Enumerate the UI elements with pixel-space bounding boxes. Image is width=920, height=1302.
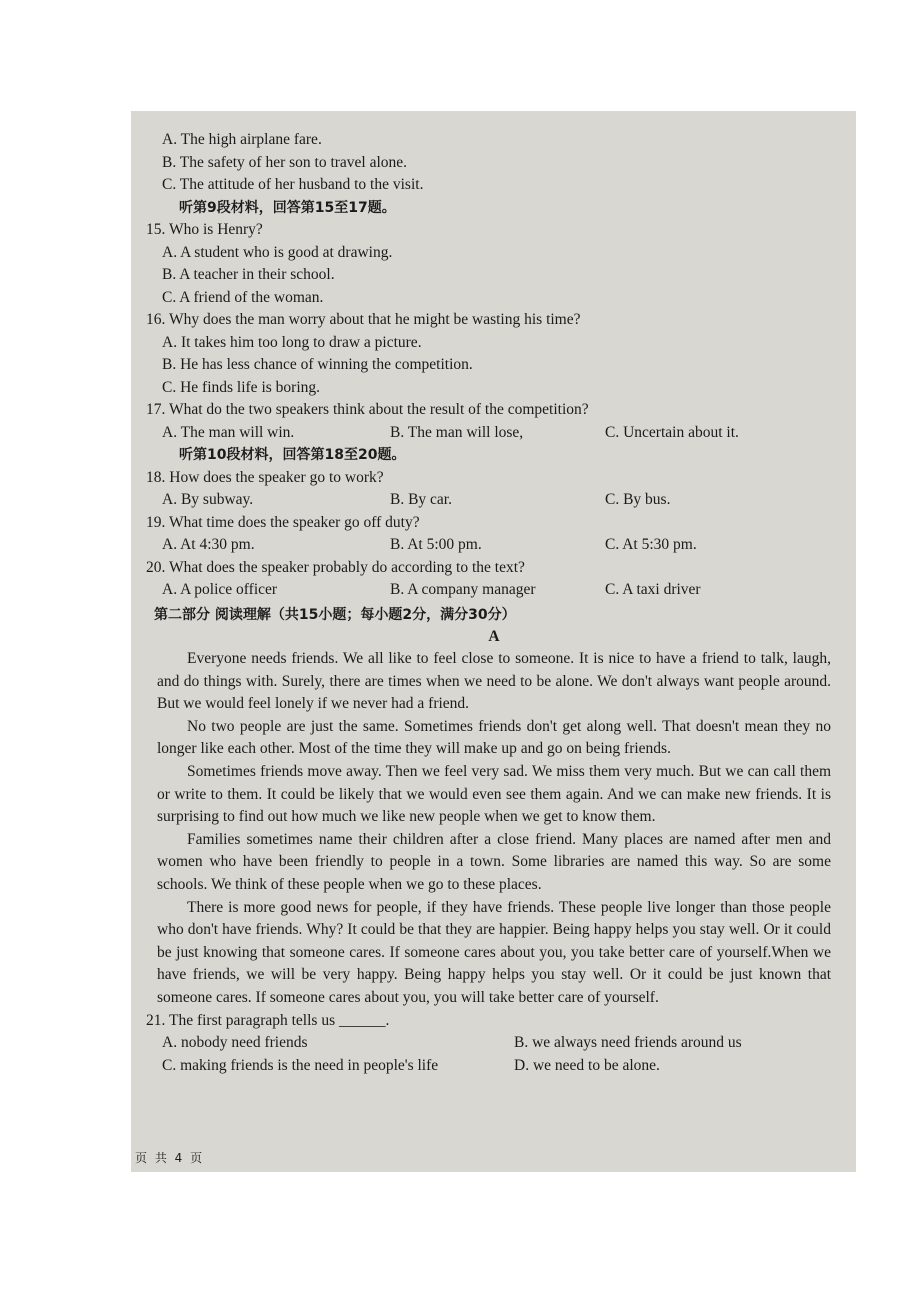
instruction-section-9: 听第9段材料，回答第15至17题。 xyxy=(179,199,396,216)
passage-paragraph-1: Everyone needs friends. We all like to feel close to someone. It is nice to have a friend to talk, laugh, and do things with. Surely, there are times when we need to be alone. We don't always want people around. But we would feel lonely if we never had a friend. xyxy=(157,650,831,713)
q21-option-d: D. we need to be alone. xyxy=(514,1056,660,1074)
question-17-stem: 17. What do the two speakers think about the result of the competition? xyxy=(146,401,589,418)
page-content xyxy=(146,129,831,1077)
q14-option-b: B. The safety of her son to travel alone. xyxy=(162,153,408,171)
q18-option-b: B. By car. xyxy=(390,491,452,508)
q16-option-a: A. It takes him too long to draw a picture. xyxy=(162,333,422,351)
q21-options-row-2 xyxy=(157,1055,831,1078)
q19-option-c: C. At 5:30 pm. xyxy=(605,536,697,553)
part-two-heading: 第二部分 阅读理解（共15小题；每小题2分，满分30分） xyxy=(154,606,516,623)
question-18-stem: 18. How does the speaker go to work? xyxy=(146,468,384,486)
q18-options-row xyxy=(157,489,831,512)
q17-option-b: B. The man will lose, xyxy=(390,423,524,441)
q17-options-row xyxy=(157,422,831,445)
q16-option-b: B. He has less chance of winning the competition. xyxy=(162,356,473,373)
passage-paragraph-2: No two people are just the same. Sometimes friends don't get along well. That doesn't mean they no longer like each other. Most of the time they will make up and go on being friends. xyxy=(157,717,831,758)
q20-option-a: A. A police officer xyxy=(162,581,278,598)
q21-options-row-1 xyxy=(157,1032,831,1055)
q17-option-a: A. The man will win. xyxy=(162,423,295,441)
passage-paragraph-4: Families sometimes name their children after a close friend. Many places are named after men and women who have been friendly to people in a town. Some libraries are named this way. So are some schools. We think of these people when we go to these places. xyxy=(157,830,831,893)
page-footer: 页 共 4 页 xyxy=(135,1151,205,1165)
q14-option-a: A. The high airplane fare. xyxy=(162,131,322,148)
q15-option-c: C. A friend of the woman. xyxy=(162,288,324,306)
q20-option-b: B. A company manager xyxy=(390,581,536,598)
passage-label: A xyxy=(488,628,500,645)
q18-option-c: C. By bus. xyxy=(605,491,671,508)
passage-paragraph-3: Sometimes friends move away. Then we feel very sad. We miss them very much. But we can call them or write to them. It could be likely that we would even see them again. And we can make new friends. It is surprising to find out how much we like new people when we get to know them. xyxy=(157,762,831,826)
q15-option-a: A. A student who is good at drawing. xyxy=(162,243,393,261)
q19-option-b: B. At 5:00 pm. xyxy=(390,536,482,553)
q16-option-c: C. He finds life is boring. xyxy=(162,378,320,396)
q21-option-b: B. we always need friends around us xyxy=(514,1034,742,1051)
q21-option-a: A. nobody need friends xyxy=(162,1034,308,1051)
q17-option-c: C. Uncertain about it. xyxy=(605,423,739,441)
question-15-stem: 15. Who is Henry? xyxy=(146,221,263,238)
question-19-stem: 19. What time does the speaker go off duty? xyxy=(146,513,420,531)
q15-option-b: B. A teacher in their school. xyxy=(162,266,335,283)
instruction-section-10: 听第10段材料，回答第18至20题。 xyxy=(179,447,406,463)
q14-option-c: C. The attitude of her husband to the visit. xyxy=(162,176,424,193)
q19-options-row xyxy=(157,534,831,557)
q18-option-a: A. By subway. xyxy=(162,491,254,508)
question-20-stem: 20. What does the speaker probably do according to the text? xyxy=(146,558,525,576)
question-21-stem: 21. The first paragraph tells us ______. xyxy=(146,1011,390,1029)
question-16-stem: 16. Why does the man worry about that he might be wasting his time? xyxy=(146,311,581,328)
q20-option-c: C. A taxi driver xyxy=(605,581,701,598)
scanned-exam-page xyxy=(131,111,856,1172)
passage-paragraph-5: There is more good news for people, if they have friends. These people live longer than those people who don't have friends. Why? It could be that they are happier. Being happy helps you stay well. Or it could be just knowing that someone cares. If someone cares about you, you take better care of yourself.When we have friends, we will be very happy. Being happy helps you stay well. Or it could be just known that someone cares. If someone cares about you, you will take better care of yourself. xyxy=(157,898,831,1006)
q19-option-a: A. At 4:30 pm. xyxy=(162,536,255,553)
q21-option-c: C. making friends is the need in people's life xyxy=(162,1056,439,1074)
q20-options-row xyxy=(157,579,831,602)
